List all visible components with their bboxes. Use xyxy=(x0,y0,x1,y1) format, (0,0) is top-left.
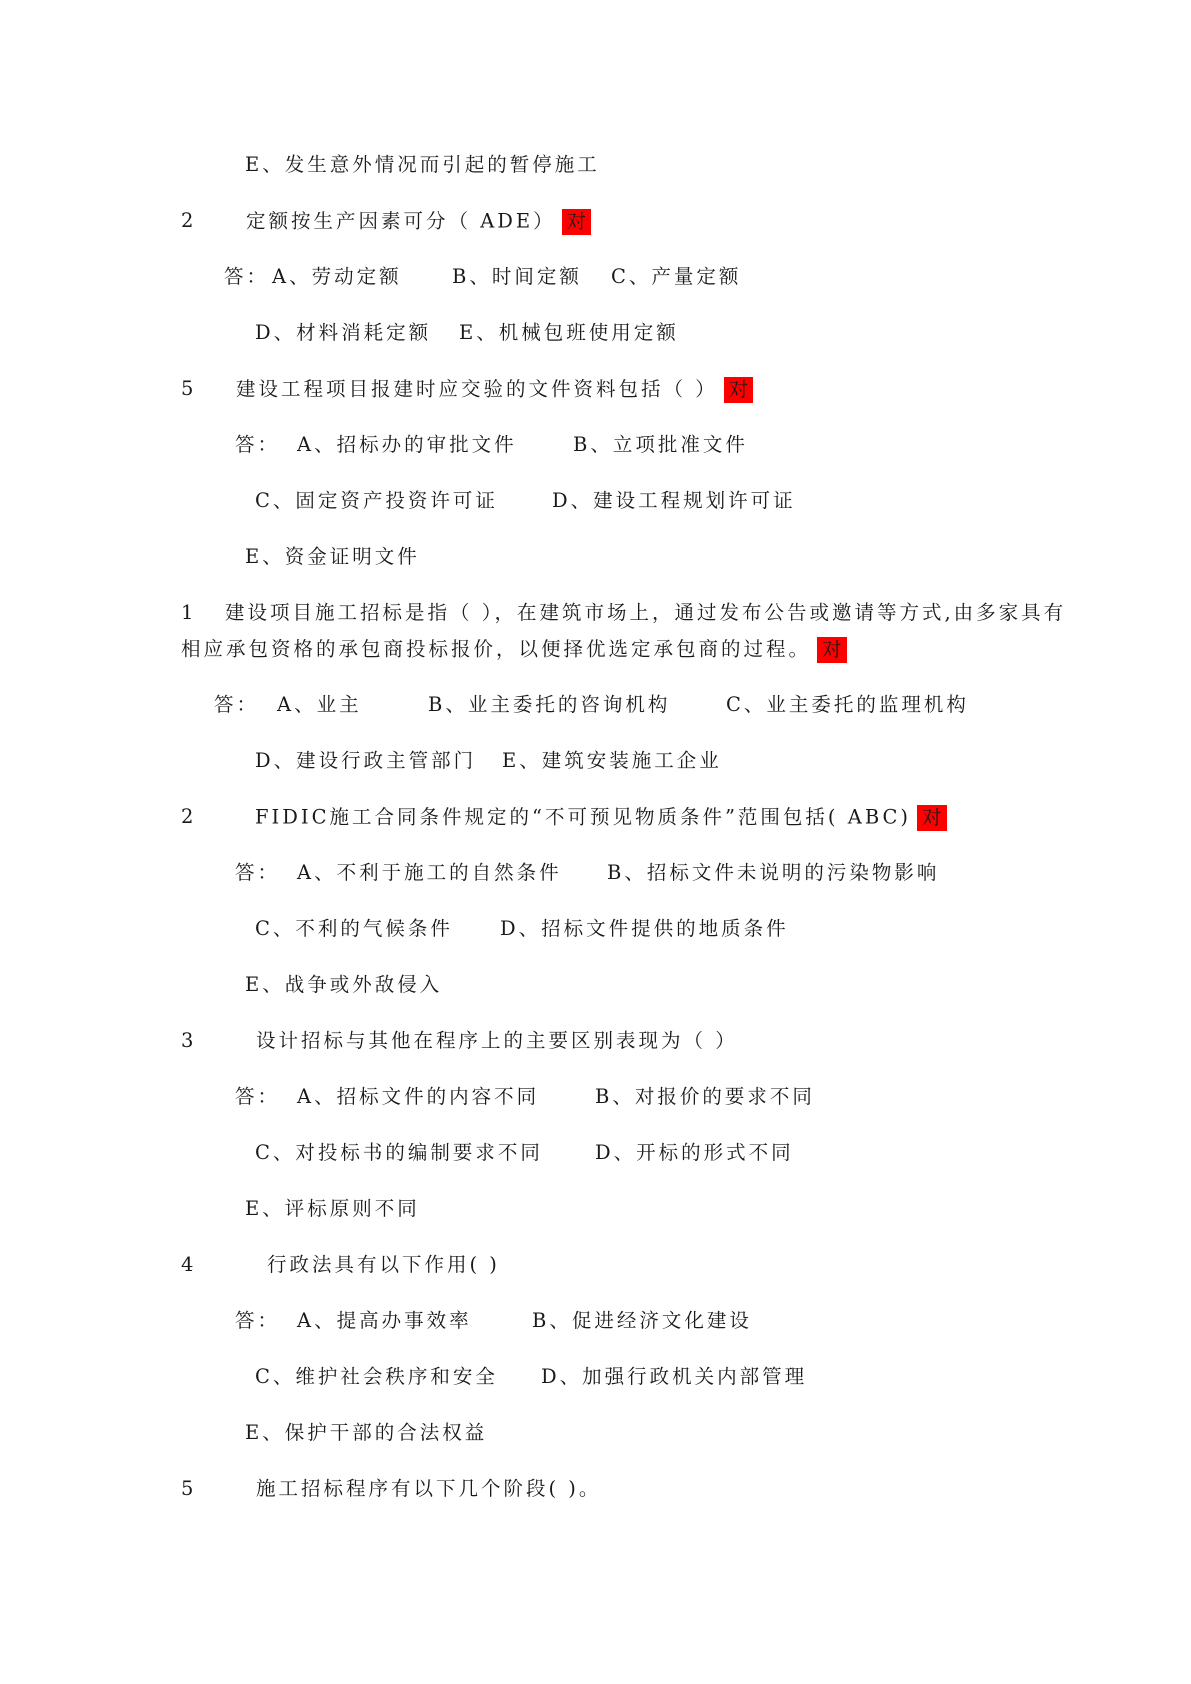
correct-badge: 对 xyxy=(724,377,754,403)
option-e: E、评标原则不同 xyxy=(245,1197,420,1220)
answer-label: 答： xyxy=(235,861,281,884)
option-b: B、业主委托的咨询机构 xyxy=(428,693,671,716)
option-a: A、劳动定额 xyxy=(272,265,402,288)
answer-label: 答： xyxy=(214,693,260,716)
answer-label: 答： xyxy=(235,1085,281,1108)
question-number: 3 xyxy=(181,1029,194,1052)
option-a: A、招标办的审批文件 xyxy=(297,433,517,456)
answer-row-1 xyxy=(235,1085,815,1109)
option-e: E、建筑安装施工企业 xyxy=(502,749,722,772)
question-stem: 施工招标程序有以下几个阶段( )。 xyxy=(256,1477,602,1500)
question-stem-text: FIDIC施工合同条件规定的“不可预见物质条件”范围包括( ABC) xyxy=(255,805,912,829)
answer-label: 答： xyxy=(235,1309,281,1332)
option-b: B、时间定额 xyxy=(452,265,582,288)
question-stem xyxy=(236,377,753,403)
option-d: D、建设工程规划许可证 xyxy=(552,489,796,512)
question-stem: 设计招标与其他在程序上的主要区别表现为（ ） xyxy=(256,1029,738,1052)
option-c: C、业主委托的监理机构 xyxy=(726,693,969,716)
question-stem: 行政法具有以下作用( ) xyxy=(267,1253,500,1276)
question-number: 2 xyxy=(181,805,194,828)
option-c: C、对投标书的编制要求不同 xyxy=(255,1141,543,1164)
option-b: B、促进经济文化建设 xyxy=(532,1309,752,1332)
correct-badge: 对 xyxy=(917,805,947,831)
answer-label: 答： xyxy=(224,265,270,288)
answer-row-1 xyxy=(235,1309,752,1333)
option-a: A、不利于施工的自然条件 xyxy=(297,861,562,884)
question-stem-line-1: 建设项目施工招标是指（ ），在建筑市场上，通过发布公告或邀请等方式,由多家具有 xyxy=(225,601,1067,624)
question-number: 5 xyxy=(181,377,194,400)
question-number: 2 xyxy=(181,209,194,232)
answer-label: 答： xyxy=(235,433,281,456)
question-number: 5 xyxy=(181,1477,194,1500)
question-number: 4 xyxy=(181,1253,194,1276)
option-d: D、建设行政主管部门 xyxy=(255,749,477,772)
question-stem xyxy=(255,805,947,831)
question-number: 1 xyxy=(181,601,194,624)
option-c: C、维护社会秩序和安全 xyxy=(255,1365,498,1388)
option-d: D、材料消耗定额 xyxy=(255,321,432,344)
answer-row-2 xyxy=(255,749,722,773)
question-stem-line-2 xyxy=(181,637,847,663)
question-stem-text: 相应承包资格的承包商投标报价，以便择优选定承包商的过程。 xyxy=(181,637,812,661)
option-d: D、开标的形式不同 xyxy=(595,1141,794,1164)
option-c: C、固定资产投资许可证 xyxy=(255,489,498,512)
option-c: C、不利的气候条件 xyxy=(255,917,453,940)
answer-row-1 xyxy=(235,433,748,457)
option-e: E、战争或外敌侵入 xyxy=(245,973,443,996)
answer-row-1 xyxy=(224,265,742,289)
option-e: E、保护干部的合法权益 xyxy=(245,1421,488,1444)
question-stem-text: 建设工程项目报建时应交验的文件资料包括（ ） xyxy=(236,377,718,401)
option-d: D、加强行政机关内部管理 xyxy=(541,1365,808,1388)
option-c: C、产量定额 xyxy=(611,265,742,288)
answer-row-2 xyxy=(255,1141,794,1165)
answer-row-2 xyxy=(255,1365,808,1389)
answer-row-1 xyxy=(214,693,969,717)
option-d: D、招标文件提供的地质条件 xyxy=(500,917,789,940)
option-b: B、招标文件未说明的污染物影响 xyxy=(607,861,940,884)
option-a: A、业主 xyxy=(277,693,362,716)
question-stem-text: 定额按生产因素可分（ ADE） xyxy=(246,209,556,233)
option-a: A、提高办事效率 xyxy=(297,1309,472,1332)
option-b: B、立项批准文件 xyxy=(573,433,748,456)
correct-badge: 对 xyxy=(817,637,847,663)
option-e: E、资金证明文件 xyxy=(245,545,420,568)
answer-row-2 xyxy=(255,489,796,513)
option-a: A、招标文件的内容不同 xyxy=(297,1085,540,1108)
correct-badge: 对 xyxy=(562,209,592,235)
answer-row-2 xyxy=(255,917,789,941)
option-b: B、对报价的要求不同 xyxy=(595,1085,815,1108)
answer-row-1 xyxy=(235,861,940,885)
option-e: E、机械包班使用定额 xyxy=(459,321,679,344)
option-e: E、发生意外情况而引起的暂停施工 xyxy=(245,153,600,176)
answer-row-2 xyxy=(255,321,679,345)
question-stem xyxy=(246,209,591,235)
